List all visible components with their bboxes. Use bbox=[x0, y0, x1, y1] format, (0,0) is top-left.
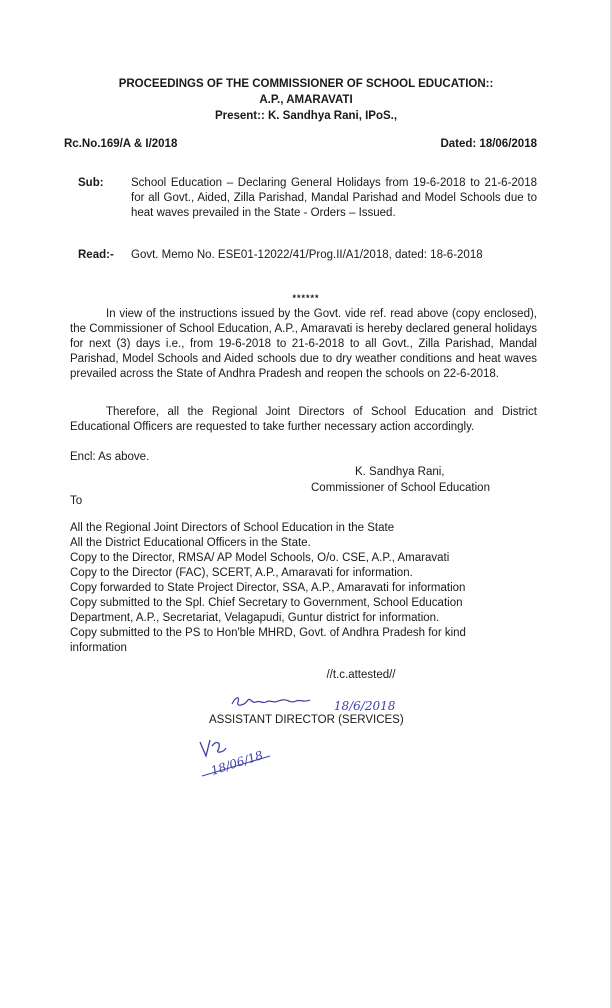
to-label: To bbox=[70, 495, 83, 507]
handwritten-signature bbox=[230, 694, 395, 713]
distribution-item: All the District Educational Officers in the State. bbox=[70, 537, 311, 549]
signature-scribble-icon bbox=[230, 694, 330, 710]
signatory-name: K. Sandhya Rani, bbox=[355, 466, 445, 478]
handwritten-initials bbox=[196, 736, 276, 791]
header-present: Present:: K. Sandhya Rani, IPoS., bbox=[214, 110, 398, 122]
attesting-officer-title: ASSISTANT DIRECTOR (SERVICES) bbox=[209, 714, 404, 726]
signatory-title: Commissioner of School Education bbox=[311, 482, 490, 494]
document-date: Dated: 18/06/2018 bbox=[440, 138, 537, 150]
attested-note: //t.c.attested// bbox=[326, 669, 396, 681]
subject-text: School Education – Declaring General Holidays from 19-6-2018 to 21-6-2018 for all Govt., Aided, Zilla Parishad, Mandal Parishad and Model Schools due to heat waves prevailed in the State - Orders – Issued. bbox=[131, 177, 537, 219]
distribution-item: Copy to the Director (FAC), SCERT, A.P., Amaravati for information. bbox=[70, 567, 413, 579]
header-location: A.P., AMARAVATI bbox=[259, 94, 353, 106]
read-text: Govt. Memo No. ESE01-12022/41/Prog.II/A1/2018, dated: 18-6-2018 bbox=[131, 249, 483, 261]
reference-line bbox=[64, 138, 537, 150]
separator-stars: ****** bbox=[292, 293, 320, 303]
enclosure-note: Encl: As above. bbox=[70, 451, 150, 463]
initials-date: 18/06/18 bbox=[209, 748, 265, 778]
distribution-item: Department, A.P., Secretariat, Velagapudi, Guntur district for information. bbox=[70, 612, 440, 624]
signature-date: 18/6/2018 bbox=[333, 699, 396, 713]
distribution-list bbox=[70, 521, 552, 656]
distribution-item: All the Regional Joint Directors of School Education in the State bbox=[70, 522, 395, 534]
reference-number: Rc.No.169/A & I/2018 bbox=[64, 138, 178, 150]
distribution-item: Copy submitted to the PS to Hon'ble MHRD, Govt. of Andhra Pradesh for kind bbox=[70, 627, 466, 639]
subject-label: Sub: bbox=[78, 177, 104, 189]
distribution-item: Copy to the Director, RMSA/ AP Model Schools, O/o. CSE, A.P., Amaravati bbox=[70, 552, 450, 564]
body-paragraph-1: In view of the instructions issued by the Govt. vide ref. read above (copy enclosed), the Commissioner of School Education, A.P., Amaravati is hereby declared general holidays for next (3) days i.e., from 19-6-2018 to 21-6-2018 to all Govt., Zilla Parishad, Mandal Parishad, Model Schools and Aided schools due to dry weather conditions and heat waves prevailed across the State of Andhra Pradesh and reopen the schools on 22-6-2018. bbox=[70, 308, 537, 380]
distribution-item: information bbox=[70, 642, 127, 654]
body-paragraph-2: Therefore, all the Regional Joint Directors of School Education and District Educational Officers are requested to take further necessary action accordingly. bbox=[70, 406, 537, 433]
document-header bbox=[0, 76, 612, 124]
read-label: Read:- bbox=[78, 249, 114, 261]
header-title: PROCEEDINGS OF THE COMMISSIONER OF SCHOOL EDUCATION:: bbox=[118, 78, 494, 90]
distribution-item: Copy submitted to the Spl. Chief Secretary to Government, School Education bbox=[70, 597, 463, 609]
distribution-item: Copy forwarded to State Project Director, SSA, A.P., Amaravati for information bbox=[70, 582, 466, 594]
